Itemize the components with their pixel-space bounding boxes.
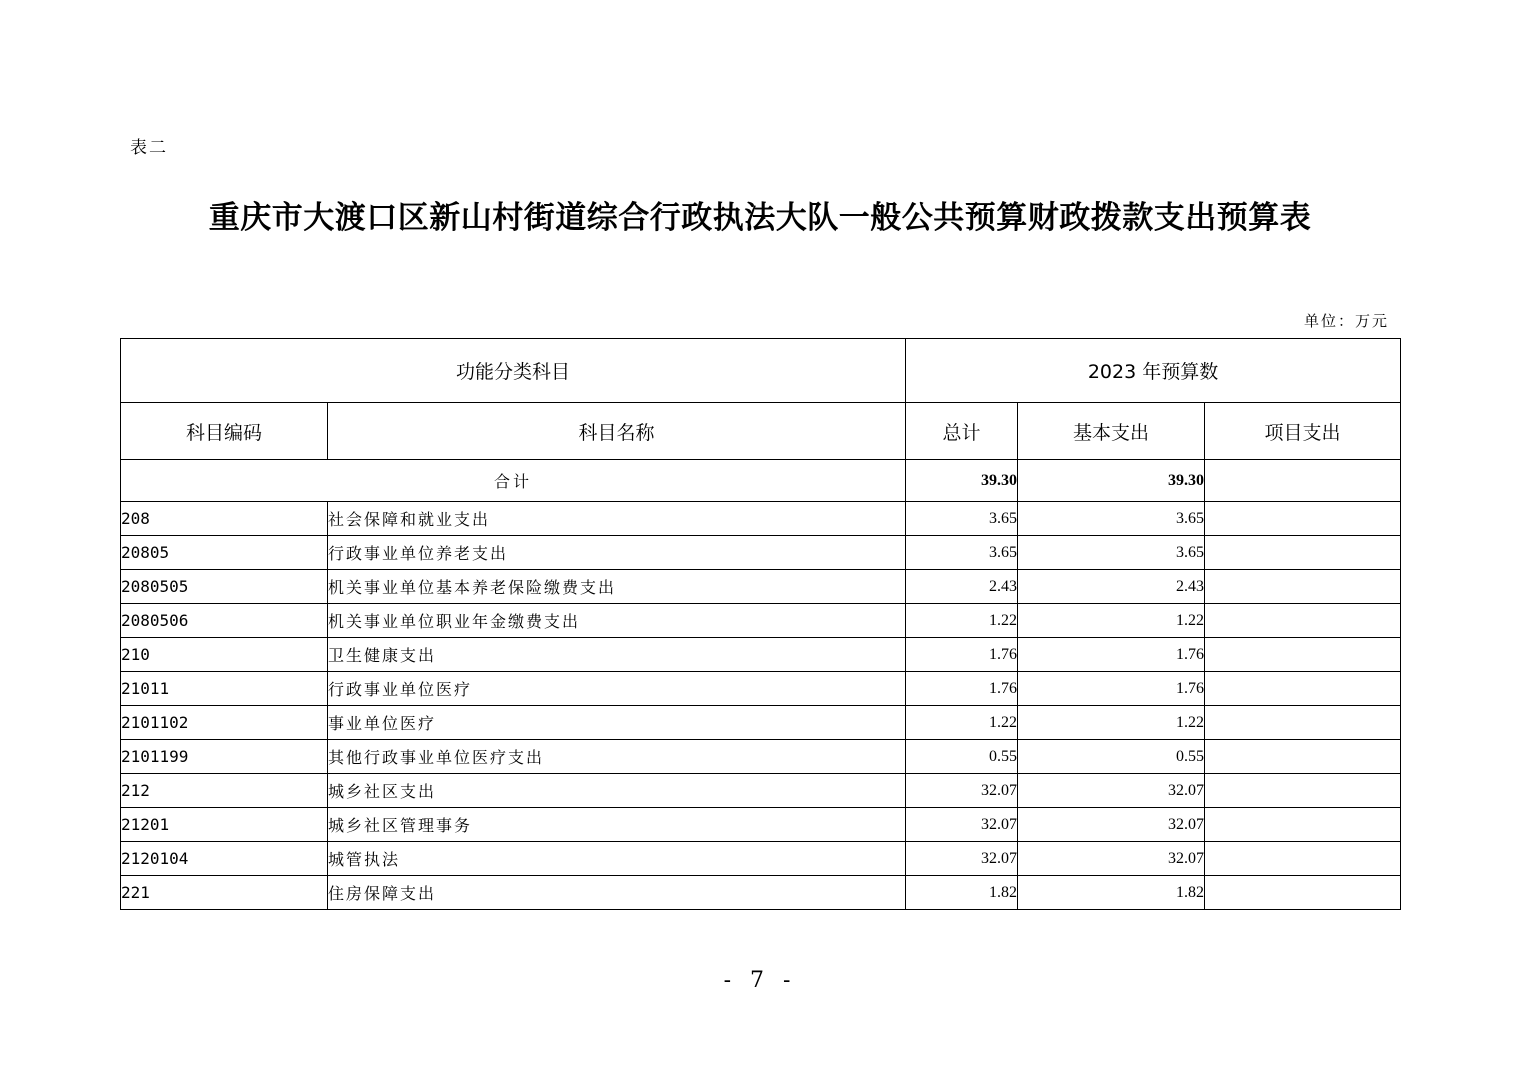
unit-label: 单位：万元: [1303, 312, 1389, 330]
header-functional-classification: 功能分类科目: [121, 339, 906, 403]
row-name: 住房保障支出: [328, 876, 906, 910]
row-code: 221: [121, 876, 328, 910]
table-row: [121, 808, 1401, 842]
page-title: 重庆市大渡口区新山村街道综合行政执法大队一般公共预算财政拨款支出预算表: [208, 200, 1312, 236]
row-code: 210: [121, 638, 328, 672]
row-project: [1205, 672, 1401, 706]
table-row: [121, 740, 1401, 774]
row-project: [1205, 774, 1401, 808]
row-total: 3.65: [906, 502, 1018, 536]
row-basic: 1.76: [1018, 672, 1205, 706]
row-project: [1205, 808, 1401, 842]
row-total: 0.55: [906, 740, 1018, 774]
row-project: [1205, 876, 1401, 910]
row-name: 城管执法: [328, 842, 906, 876]
row-total: 2.43: [906, 570, 1018, 604]
table-row: [121, 502, 1401, 536]
row-project: [1205, 706, 1401, 740]
row-name: 行政事业单位养老支出: [328, 536, 906, 570]
row-name: 社会保障和就业支出: [328, 502, 906, 536]
row-project: [1205, 740, 1401, 774]
row-name: 卫生健康支出: [328, 638, 906, 672]
total-row: [121, 460, 1401, 502]
header-code: 科目编码: [121, 403, 328, 460]
row-code: 21201: [121, 808, 328, 842]
table-row: [121, 536, 1401, 570]
row-code: 20805: [121, 536, 328, 570]
total-label: 合计: [121, 460, 906, 502]
row-total: 1.22: [906, 706, 1018, 740]
row-total: 1.82: [906, 876, 1018, 910]
row-name: 城乡社区支出: [328, 774, 906, 808]
total-basic: 39.30: [1018, 460, 1205, 502]
table-row: [121, 638, 1401, 672]
row-project: [1205, 638, 1401, 672]
header-group-row: [121, 339, 1401, 403]
budget-table: [120, 338, 1401, 910]
row-total: 1.76: [906, 638, 1018, 672]
page-number: - 7 -: [723, 968, 797, 993]
header-project: 项目支出: [1205, 403, 1401, 460]
row-basic: 32.07: [1018, 774, 1205, 808]
row-basic: 32.07: [1018, 842, 1205, 876]
table-row: [121, 774, 1401, 808]
row-project: [1205, 842, 1401, 876]
header-budget-2023: 2023 年预算数: [906, 339, 1401, 403]
row-basic: 1.82: [1018, 876, 1205, 910]
table-row: [121, 570, 1401, 604]
row-code: 208: [121, 502, 328, 536]
row-total: 32.07: [906, 774, 1018, 808]
row-basic: 3.65: [1018, 502, 1205, 536]
row-basic: 2.43: [1018, 570, 1205, 604]
table-row: [121, 876, 1401, 910]
row-basic: 1.22: [1018, 706, 1205, 740]
row-project: [1205, 536, 1401, 570]
table-label: 表二: [130, 138, 168, 158]
row-basic: 32.07: [1018, 808, 1205, 842]
row-code: 2080505: [121, 570, 328, 604]
row-name: 其他行政事业单位医疗支出: [328, 740, 906, 774]
row-name: 城乡社区管理事务: [328, 808, 906, 842]
row-code: 21011: [121, 672, 328, 706]
row-basic: 0.55: [1018, 740, 1205, 774]
row-project: [1205, 502, 1401, 536]
row-name: 机关事业单位基本养老保险缴费支出: [328, 570, 906, 604]
table-row: [121, 706, 1401, 740]
table-row: [121, 672, 1401, 706]
row-code: 2080506: [121, 604, 328, 638]
row-total: 3.65: [906, 536, 1018, 570]
row-total: 1.76: [906, 672, 1018, 706]
row-code: 2120104: [121, 842, 328, 876]
header-column-row: [121, 403, 1401, 460]
row-total: 32.07: [906, 842, 1018, 876]
row-name: 事业单位医疗: [328, 706, 906, 740]
row-basic: 1.22: [1018, 604, 1205, 638]
row-code: 2101102: [121, 706, 328, 740]
table-row: [121, 604, 1401, 638]
row-basic: 3.65: [1018, 536, 1205, 570]
total-sum: 39.30: [906, 460, 1018, 502]
row-basic: 1.76: [1018, 638, 1205, 672]
header-total: 总计: [906, 403, 1018, 460]
table-row: [121, 842, 1401, 876]
row-name: 行政事业单位医疗: [328, 672, 906, 706]
row-project: [1205, 570, 1401, 604]
row-total: 32.07: [906, 808, 1018, 842]
header-name: 科目名称: [328, 403, 906, 460]
header-basic: 基本支出: [1018, 403, 1205, 460]
total-project: [1205, 460, 1401, 502]
row-code: 212: [121, 774, 328, 808]
row-name: 机关事业单位职业年金缴费支出: [328, 604, 906, 638]
row-total: 1.22: [906, 604, 1018, 638]
row-project: [1205, 604, 1401, 638]
row-code: 2101199: [121, 740, 328, 774]
